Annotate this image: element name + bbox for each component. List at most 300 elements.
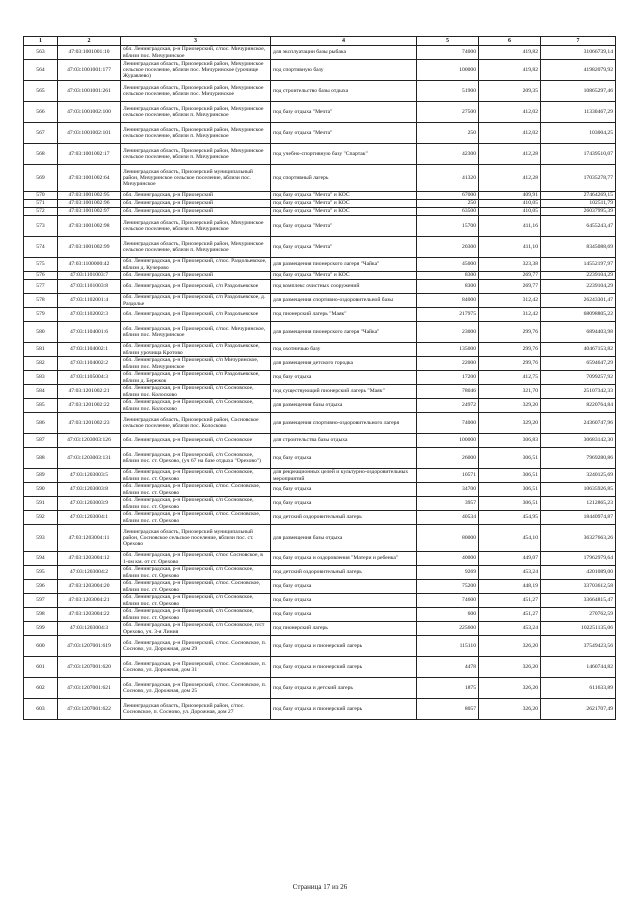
row-number-cell: 582 [24, 357, 58, 371]
area-cell: 51900 [417, 81, 479, 102]
address-cell: Ленинградская область, Приозерский район, Мичуринское сельское поселение, вблизи п. Мичуринское [121, 144, 271, 165]
address-cell: Ленинградская область, Приозерский муниципальный район, Сосновское сельское поселение, вблизи пос. ст. Орехово [121, 525, 271, 552]
cadastral-number-cell: 47:03:1203003:9 [58, 497, 121, 511]
area-cell: 34700 [417, 483, 479, 497]
cadastral-number-cell: 47:03:1207001:620 [58, 657, 121, 678]
specific-value-cell: 329,20 [479, 413, 541, 434]
table-row [24, 192, 616, 200]
area-cell: 250 [417, 200, 479, 208]
table-row [24, 678, 616, 699]
cadastral-number-cell: 47:03:1001001:10 [58, 46, 121, 60]
address-cell: обл. Ленинградская, р-н Приозерский, с/пос. Раздольевское, вблизи д. Кучерово [121, 258, 271, 272]
permitted-use-cell: под учебно-спортивную базу "Спартак" [271, 144, 417, 165]
column-header: 6 [479, 37, 541, 46]
column-header: 5 [417, 37, 479, 46]
cadastral-number-cell: 47:03:1207001:621 [58, 678, 121, 699]
row-number-cell: 588 [24, 448, 58, 469]
specific-value-cell: 454,10 [479, 525, 541, 552]
area-cell: 8057 [417, 699, 479, 720]
column-header: 7 [541, 37, 616, 46]
permitted-use-cell: под пионерский лагерь "Маяк" [271, 308, 417, 322]
cadastral-number-cell: 47:03:1102002:3 [58, 308, 121, 322]
address-cell: обл. Ленинградская, р-н Приозерский, с/п Сосновское, п/ст Орехово, уч. 3-я Линия [121, 622, 271, 636]
cadastral-value-cell: 2239104,29 [541, 272, 616, 280]
specific-value-cell: 306,51 [479, 469, 541, 483]
specific-value-cell: 410,05 [479, 200, 541, 208]
table-row [24, 280, 616, 294]
table-row [24, 580, 616, 594]
cadastral-value-cell: 36327663,26 [541, 525, 616, 552]
area-cell: 40534 [417, 511, 479, 525]
table-row [24, 81, 616, 102]
area-cell: 45000 [417, 258, 479, 272]
cadastral-value-cell: 68098805,22 [541, 308, 616, 322]
row-number-cell: 572 [24, 208, 58, 216]
permitted-use-cell: под детский оздоровительный лагерь [271, 511, 417, 525]
area-cell: 67000 [417, 192, 479, 200]
address-cell: обл. Ленинградская, р-н Приозерский, с/пос. Сосновское, вблизи пос. ст. Орехово [121, 483, 271, 497]
area-cell: 78046 [417, 385, 479, 399]
row-number-cell: 581 [24, 343, 58, 357]
address-cell: обл. Ленинградская, р-н Приозерский, с/пос. Сосновское, п. Сосново, ул. Дорожная, дом 29 [121, 636, 271, 657]
cadastral-value-cell: 270762,59 [541, 608, 616, 622]
specific-value-cell: 326,20 [479, 657, 541, 678]
column-header: 4 [271, 37, 417, 46]
address-cell: обл. Ленинградская, р-н Приозерский, с/п Сосновское, вблизи пос. ст. Орехово [121, 594, 271, 608]
column-header: 3 [121, 37, 271, 46]
row-number-cell: 566 [24, 102, 58, 123]
permitted-use-cell: под базу отдыха и оздоровления "Матери и ребенка" [271, 552, 417, 566]
permitted-use-cell: под базу отдыха "Мечта" и КОС [271, 208, 417, 216]
specific-value-cell: 412,75 [479, 371, 541, 385]
address-cell: обл. Ленинградская, р-н Приозерский, с/п Сосновское, вблизи пос. Колосково [121, 385, 271, 399]
area-cell: 74000 [417, 413, 479, 434]
cadastral-number-cell: 47:03:1203004:1 [58, 511, 121, 525]
cadastral-number-cell: 47:03:1001002:17 [58, 144, 121, 165]
permitted-use-cell: под базу отдыха [271, 580, 417, 594]
cadastral-value-cell: 26037995,39 [541, 208, 616, 216]
cadastral-number-cell: 47:03:1203004:20 [58, 580, 121, 594]
cadastral-number-cell: 47:03:1203003:8 [58, 483, 121, 497]
cadastral-number-cell: 47:03:1001002:100 [58, 102, 121, 123]
cadastral-value-cell: 24360747,96 [541, 413, 616, 434]
table-row [24, 46, 616, 60]
permitted-use-cell: под базу отдыха [271, 497, 417, 511]
address-cell: Ленинградская область, Приозерский район, Мичуринское сельское поселение, вблизи п. Мичуринское [121, 237, 271, 258]
row-number-cell: 603 [24, 699, 58, 720]
specific-value-cell: 312,42 [479, 294, 541, 308]
area-cell: 3957 [417, 497, 479, 511]
row-number-cell: 601 [24, 657, 58, 678]
area-cell: 24972 [417, 399, 479, 413]
row-number-cell: 599 [24, 622, 58, 636]
specific-value-cell: 209,35 [479, 81, 541, 102]
row-number-cell: 576 [24, 272, 58, 280]
area-cell: 17200 [417, 371, 479, 385]
cadastral-value-cell: 17962979,64 [541, 552, 616, 566]
specific-value-cell: 269,77 [479, 272, 541, 280]
area-cell: 74000 [417, 46, 479, 60]
permitted-use-cell: под охотничью базу [271, 343, 417, 357]
permitted-use-cell: под базу отдыха [271, 371, 417, 385]
area-cell: 225600 [417, 622, 479, 636]
area-cell: 74600 [417, 594, 479, 608]
cadastral-number-cell: 47:03:1001002:96 [58, 200, 121, 208]
table-row [24, 102, 616, 123]
table-row [24, 357, 616, 371]
specific-value-cell: 326,20 [479, 678, 541, 699]
area-cell: 10571 [417, 469, 479, 483]
area-cell: 22000 [417, 357, 479, 371]
table-row [24, 594, 616, 608]
cadastral-value-cell: 8345088,69 [541, 237, 616, 258]
cadastral-value-cell: 4201089,00 [541, 566, 616, 580]
cadastral-number-cell: 47:03:1104001:6 [58, 322, 121, 343]
row-number-cell: 569 [24, 165, 58, 192]
column-header: 2 [58, 37, 121, 46]
specific-value-cell: 306,51 [479, 448, 541, 469]
area-cell: 41320 [417, 165, 479, 192]
cadastral-value-cell: 6894403,98 [541, 322, 616, 343]
row-number-cell: 592 [24, 511, 58, 525]
cadastral-number-cell: 47:03:1001002:97 [58, 208, 121, 216]
cadastral-number-cell: 47:03:1203004:2 [58, 566, 121, 580]
address-cell: Ленинградская область, Приозерский муниципальный район, Мичуринское сельское поселение, вблизи пос. Мичуринское [121, 165, 271, 192]
permitted-use-cell: для размещения базы отдыха [271, 525, 417, 552]
cadastral-number-cell: 47:03:1001002:99 [58, 237, 121, 258]
table-row [24, 657, 616, 678]
address-cell: Ленинградская область, Приозерский район, Мичуринское сельское поселение, вблизи п. Мичуринское [121, 216, 271, 237]
cadastral-number-cell: 47:03:1001002:95 [58, 192, 121, 200]
row-number-cell: 567 [24, 123, 58, 144]
address-cell: обл. Ленинградская, р-н Приозерский, с/п Сосновское, вблизи пос. ст. Орехово [121, 497, 271, 511]
table-row [24, 566, 616, 580]
table-header-row [24, 37, 616, 46]
cadastral-value-cell: 17439510,07 [541, 144, 616, 165]
table-row [24, 385, 616, 399]
table-row [24, 511, 616, 525]
permitted-use-cell: под комплекс очистных сооружений [271, 280, 417, 294]
table-row [24, 525, 616, 552]
table-row [24, 144, 616, 165]
row-number-cell: 565 [24, 81, 58, 102]
document-sheet [23, 36, 615, 720]
address-cell: Ленинградская область, Приозерский район, Мичуринское сельское поселение, вблизи пос. Мичуринское [121, 81, 271, 102]
row-number-cell: 602 [24, 678, 58, 699]
permitted-use-cell: под базу отдыха "Мечта" и КОС [271, 200, 417, 208]
address-cell: Ленинградская область, Приозерский район, с/пос. Сосновское, п. Сосново, ул. Дорожная, дом 27 [121, 699, 271, 720]
specific-value-cell: 409,91 [479, 192, 541, 200]
permitted-use-cell: под базу отдыха и пионерский лагерь [271, 699, 417, 720]
table-row [24, 371, 616, 385]
address-cell: Ленинградская область, Приозерский район, Мичуринское сельское поселение, вблизи п. Мичуринское [121, 102, 271, 123]
permitted-use-cell: для размещения пионерского лагеря "Чайка" [271, 322, 417, 343]
cadastral-number-cell: 47:03:1203004:12 [58, 552, 121, 566]
specific-value-cell: 306,51 [479, 483, 541, 497]
row-number-cell: 593 [24, 525, 58, 552]
permitted-use-cell: под базу отдыха и пионерский лагерь [271, 636, 417, 657]
cadastral-value-cell: 611633,89 [541, 678, 616, 699]
specific-value-cell: 453,24 [479, 622, 541, 636]
specific-value-cell: 306,51 [479, 497, 541, 511]
row-number-cell: 595 [24, 566, 58, 580]
table-row [24, 208, 616, 216]
specific-value-cell: 448,19 [479, 580, 541, 594]
area-cell: 9269 [417, 566, 479, 580]
permitted-use-cell: для размещения спортивно-оздоровительной базы [271, 294, 417, 308]
cadastral-value-cell: 27464269,15 [541, 192, 616, 200]
address-cell: обл. Ленинградская, р-н Приозерский [121, 208, 271, 216]
row-number-cell: 571 [24, 200, 58, 208]
area-cell: 217975 [417, 308, 479, 322]
permitted-use-cell: под детский оздоровительный лагерь [271, 566, 417, 580]
area-cell: 8300 [417, 272, 479, 280]
permitted-use-cell: под базу отдыха [271, 483, 417, 497]
permitted-use-cell: под базу отдыха "Мечта" и КОС [271, 272, 417, 280]
address-cell: Ленинградская область, Приозерский район, Мичуринское сельское поселение, вблизи п. Мичуринское [121, 123, 271, 144]
row-number-cell: 580 [24, 322, 58, 343]
row-number-cell: 596 [24, 580, 58, 594]
area-cell: 15700 [417, 216, 479, 237]
row-number-cell: 570 [24, 192, 58, 200]
permitted-use-cell: для размещения спортивно-оздоровительного лагеря [271, 413, 417, 434]
specific-value-cell: 451,27 [479, 608, 541, 622]
area-cell: 250 [417, 123, 479, 144]
permitted-use-cell: под пионерский лагерь [271, 622, 417, 636]
row-number-cell: 564 [24, 60, 58, 81]
cadastral-value-cell: 33664815,47 [541, 594, 616, 608]
row-number-cell: 573 [24, 216, 58, 237]
area-cell: 115110 [417, 636, 479, 657]
specific-value-cell: 323,38 [479, 258, 541, 272]
permitted-use-cell: для эксплуатации базы рыбака [271, 46, 417, 60]
area-cell: 20300 [417, 237, 479, 258]
address-cell: обл. Ленинградская, р-н Приозерский, с/п Сосновское, вблизи пос. ст. Орехово [121, 608, 271, 622]
cadastral-value-cell: 26243301,47 [541, 294, 616, 308]
permitted-use-cell: для строительства базы отдыха [271, 434, 417, 448]
cadastral-number-cell: 47:03:1203004:11 [58, 525, 121, 552]
row-number-cell: 590 [24, 483, 58, 497]
specific-value-cell: 312,42 [479, 308, 541, 322]
specific-value-cell: 329,20 [479, 399, 541, 413]
area-cell: 27500 [417, 102, 479, 123]
address-cell: обл. Ленинградская, р-н Приозерский [121, 272, 271, 280]
permitted-use-cell: под базу отдыха "Мечта" и КОС [271, 192, 417, 200]
specific-value-cell: 326,20 [479, 699, 541, 720]
table-row [24, 469, 616, 483]
permitted-use-cell: для размещения базы отдыха [271, 399, 417, 413]
address-cell: обл. Ленинградская, р-н Приозерский [121, 192, 271, 200]
cadastral-number-cell: 47:03:1001001:261 [58, 81, 121, 102]
cadastral-value-cell: 11330467,29 [541, 102, 616, 123]
specific-value-cell: 321,70 [479, 385, 541, 399]
cadastral-value-cell: 6455243,47 [541, 216, 616, 237]
permitted-use-cell: для размещения пионерского лагеря "Чайка" [271, 258, 417, 272]
cadastral-number-cell: 47:03:1100000:42 [58, 258, 121, 272]
cadastral-number-cell: 47:03:1203003:5 [58, 469, 121, 483]
table-row [24, 272, 616, 280]
area-cell: 8300 [417, 280, 479, 294]
cadastral-value-cell: 2239104,29 [541, 280, 616, 294]
permitted-use-cell: под спортивную базу [271, 60, 417, 81]
row-number-cell: 583 [24, 371, 58, 385]
land-plots-table [23, 36, 616, 720]
area-cell: 40000 [417, 552, 479, 566]
cadastral-value-cell: 7969280,86 [541, 448, 616, 469]
address-cell: обл. Ленинградская, р-н Приозерский, с/п Сосновское, вблизи пос. Колосково [121, 399, 271, 413]
row-number-cell: 586 [24, 413, 58, 434]
cadastral-number-cell: 47:03:1207001:619 [58, 636, 121, 657]
table-row [24, 200, 616, 208]
cadastral-value-cell: 102511,79 [541, 200, 616, 208]
specific-value-cell: 326,20 [479, 636, 541, 657]
specific-value-cell: 412,28 [479, 165, 541, 192]
row-number-cell: 584 [24, 385, 58, 399]
cadastral-value-cell: 10865297,46 [541, 81, 616, 102]
page-number: Страница 17 из 26 [292, 883, 348, 891]
address-cell: Ленинградская область, Приозерский район, Сосновское сельское поселение, вблизи пос. Колосково [121, 413, 271, 434]
area-cell: 4478 [417, 657, 479, 678]
table-row [24, 448, 616, 469]
specific-value-cell: 306,83 [479, 434, 541, 448]
area-cell: 100000 [417, 60, 479, 81]
table-row [24, 497, 616, 511]
column-header: 1 [24, 37, 58, 46]
cadastral-value-cell: 103004,25 [541, 123, 616, 144]
cadastral-value-cell: 41982079,92 [541, 60, 616, 81]
table-row [24, 434, 616, 448]
address-cell: обл. Ленинградская, р-н Приозерский, с/п Раздольевское, вблизи урочища Кротово [121, 343, 271, 357]
table-row [24, 608, 616, 622]
permitted-use-cell: под базу отдыха и пионерский лагерь [271, 657, 417, 678]
cadastral-number-cell: 47:03:1203004:3 [58, 622, 121, 636]
row-number-cell: 600 [24, 636, 58, 657]
address-cell: обл. Ленинградская, р-н Приозерский [121, 200, 271, 208]
table-row [24, 636, 616, 657]
cadastral-number-cell: 47:03:1101003:8 [58, 280, 121, 294]
address-cell: обл. Ленинградская, р-н Приозерский, с/п Раздольевское, д. Раздолье [121, 294, 271, 308]
permitted-use-cell: под базу отдыха "Мечта" [271, 102, 417, 123]
cadastral-value-cell: 1460744,82 [541, 657, 616, 678]
address-cell: обл. Ленинградская, р-н Приозерский, с/п Мичуринское, вблизи пос. Мичуринское [121, 357, 271, 371]
cadastral-number-cell: 47:03:1001002:98 [58, 216, 121, 237]
cadastral-value-cell: 37549423,56 [541, 636, 616, 657]
table-row [24, 622, 616, 636]
address-cell: обл. Ленинградская, р-н Приозерский, с/п Сосновское, вблизи пос. ст. Орехово, (уч 67 на базе отдыха "Орехово") [121, 448, 271, 469]
specific-value-cell: 410,05 [479, 208, 541, 216]
cadastral-value-cell: 3240125,69 [541, 469, 616, 483]
cadastral-number-cell: 47:03:1104002:2 [58, 357, 121, 371]
specific-value-cell: 299,76 [479, 343, 541, 357]
permitted-use-cell: под базу отдыха и детский лагерь [271, 678, 417, 699]
specific-value-cell: 411,10 [479, 237, 541, 258]
row-number-cell: 598 [24, 608, 58, 622]
address-cell: Ленинградская область, Приозерский район, Мичуринское сельское поселение, вблизи пос. Мичуринское (урочище Журавлево) [121, 60, 271, 81]
table-row [24, 60, 616, 81]
area-cell: 100000 [417, 434, 479, 448]
cadastral-value-cell: 40467153,82 [541, 343, 616, 357]
area-cell: 26000 [417, 448, 479, 469]
cadastral-value-cell: 102251135,06 [541, 622, 616, 636]
address-cell: обл. Ленинградская, р-н Приозерский, с/пос. Сосновское, вблизи пос. ст. Орехово [121, 580, 271, 594]
cadastral-number-cell: 47:03:1001002:64 [58, 165, 121, 192]
area-cell: 75200 [417, 580, 479, 594]
permitted-use-cell: для размещения детского городка [271, 357, 417, 371]
specific-value-cell: 411,16 [479, 216, 541, 237]
specific-value-cell: 412,02 [479, 102, 541, 123]
cadastral-value-cell: 1212865,23 [541, 497, 616, 511]
cadastral-value-cell: 17035278,77 [541, 165, 616, 192]
row-number-cell: 574 [24, 237, 58, 258]
area-cell: 42300 [417, 144, 479, 165]
row-number-cell: 589 [24, 469, 58, 483]
cadastral-number-cell: 47:03:1203003:126 [58, 434, 121, 448]
table-row [24, 483, 616, 497]
cadastral-value-cell: 14552197,97 [541, 258, 616, 272]
address-cell: обл. Ленинградская, р-н Приозерский, с/п Сосновское [121, 434, 271, 448]
permitted-use-cell: под существующий пионерский лагерь "Маяк" [271, 385, 417, 399]
table-row [24, 308, 616, 322]
permitted-use-cell: под спортивный лагерь [271, 165, 417, 192]
cadastral-value-cell: 31066739,14 [541, 46, 616, 60]
cadastral-number-cell: 47:03:1201002:22 [58, 399, 121, 413]
specific-value-cell: 299,76 [479, 357, 541, 371]
cadastral-number-cell: 47:03:1001002:101 [58, 123, 121, 144]
table-row [24, 552, 616, 566]
cadastral-number-cell: 47:03:1203004:22 [58, 608, 121, 622]
address-cell: обл. Ленинградская, р-н Приозерский, с/пос. Мичуринское, вблизи пос. Мичуринское [121, 322, 271, 343]
specific-value-cell: 454,95 [479, 511, 541, 525]
cadastral-number-cell: 47:03:1203004:21 [58, 594, 121, 608]
specific-value-cell: 412,28 [479, 144, 541, 165]
address-cell: обл. Ленинградская, р-н Приозерский, с/пос. Мичуринское, вблизи пос. Мичуринское [121, 46, 271, 60]
cadastral-number-cell: 47:03:1104002:1 [58, 343, 121, 357]
address-cell: обл. Ленинградская, р-н Приозерский, с/п Раздольевское [121, 308, 271, 322]
table-row [24, 216, 616, 237]
table-row [24, 322, 616, 343]
row-number-cell: 591 [24, 497, 58, 511]
specific-value-cell: 299,76 [479, 322, 541, 343]
table-row [24, 699, 616, 720]
address-cell: обл. Ленинградская, р-н Приозерский, с/пос. Сосновское, п. Сосново, ул. Дорожная, дом 31 [121, 657, 271, 678]
address-cell: обл. Ленинградская, р-н Приозерский, с/пос. Сосновское, вблизи пос. ст. Орехово [121, 511, 271, 525]
cadastral-number-cell: 47:03:1105004:3 [58, 371, 121, 385]
specific-value-cell: 419,82 [479, 60, 541, 81]
specific-value-cell: 453,24 [479, 566, 541, 580]
table-row [24, 413, 616, 434]
cadastral-value-cell: 6594647,29 [541, 357, 616, 371]
row-number-cell: 585 [24, 399, 58, 413]
table-row [24, 123, 616, 144]
specific-value-cell: 419,82 [479, 46, 541, 60]
permitted-use-cell: под базу отдыха [271, 594, 417, 608]
address-cell: обл. Ленинградская, р-н Приозерский, с/п Раздольевское, вблизи д. Бережок [121, 371, 271, 385]
cadastral-number-cell: 47:03:1102001:4 [58, 294, 121, 308]
cadastral-value-cell: 30683142,30 [541, 434, 616, 448]
table-row [24, 399, 616, 413]
row-number-cell: 578 [24, 294, 58, 308]
permitted-use-cell: под базу отдыха "Мечта" [271, 237, 417, 258]
area-cell: 1875 [417, 678, 479, 699]
row-number-cell: 577 [24, 280, 58, 294]
row-number-cell: 597 [24, 594, 58, 608]
address-cell: обл. Ленинградская, р-н Приозерский, с/п Сосновское, вблизи пос. ст. Орехово [121, 566, 271, 580]
address-cell: обл. Ленинградская, р-н Приозерский, с/пос. Сосновское, п. Сосново, ул. Дорожная, дом 25 [121, 678, 271, 699]
address-cell: обл. Ленинградская, р-н Приозерский, с/пос Сосновское, в 1-ом км. от ст. Орехово [121, 552, 271, 566]
cadastral-number-cell: 47:03:1001001:177 [58, 60, 121, 81]
specific-value-cell: 412,02 [479, 123, 541, 144]
cadastral-value-cell: 10635926,85 [541, 483, 616, 497]
